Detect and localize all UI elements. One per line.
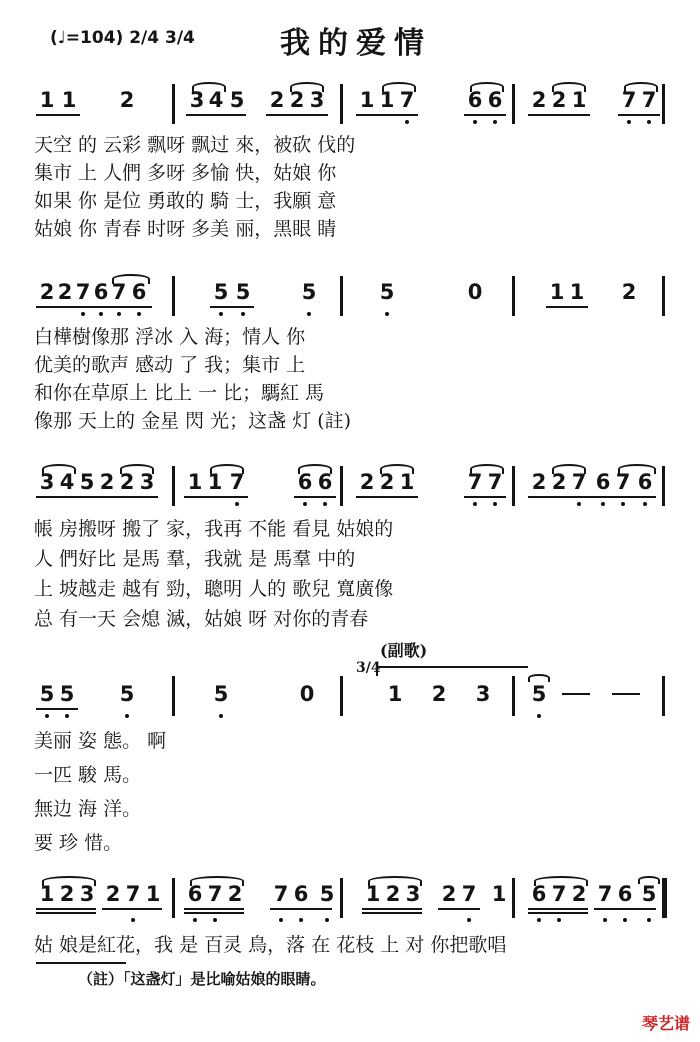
lower-octave-dot: [299, 918, 303, 922]
refrain-label: (副歌): [380, 641, 428, 660]
lower-octave-dot: [65, 714, 69, 718]
watermark-logo: 琴艺谱: [641, 1014, 690, 1033]
lyric-line-3: 和你在草原上 比上 一 比；騳紅 馬: [34, 382, 325, 404]
lower-octave-dot: [623, 918, 627, 922]
barline: [172, 676, 175, 716]
lyric-line-1: 美丽 姿 態。 啊: [34, 730, 167, 752]
refrain-bracket: [376, 666, 528, 676]
lower-octave-dot: [235, 502, 239, 506]
note: 1: [549, 280, 565, 304]
note: 6: [93, 280, 109, 304]
lyric-line-2: 集市 上 人們 多呀 多愉 快，姑娘 你: [34, 162, 337, 184]
note: 7: [467, 470, 483, 494]
lower-octave-dot: [493, 120, 497, 124]
barline: [662, 84, 665, 124]
beam: [36, 114, 80, 116]
lower-octave-dot: [213, 918, 217, 922]
lower-octave-dot: [99, 312, 103, 316]
note: 5: [379, 280, 395, 304]
note: 5: [235, 280, 251, 304]
lower-octave-dot: [493, 502, 497, 506]
beam: [210, 306, 254, 308]
note: 7: [111, 280, 127, 304]
lower-octave-dot: [601, 502, 605, 506]
lower-octave-dot: [643, 502, 647, 506]
note: 1: [387, 682, 403, 706]
dash: [562, 693, 590, 695]
note: 6: [487, 88, 503, 112]
note: 6: [637, 470, 653, 494]
beam: [266, 114, 328, 116]
note: 7: [641, 88, 657, 112]
beam: [356, 114, 418, 116]
note: 2: [105, 882, 121, 906]
note: 5: [213, 280, 229, 304]
note: 5: [229, 88, 245, 112]
note: 1: [39, 88, 55, 112]
note: 2: [441, 882, 457, 906]
note: 1: [569, 280, 585, 304]
note: 5: [319, 882, 335, 906]
note: 4: [59, 470, 75, 494]
note: 2: [531, 88, 547, 112]
note: 1: [399, 470, 415, 494]
note: 1: [379, 88, 395, 112]
note: 4: [208, 88, 224, 112]
note: 3: [139, 470, 155, 494]
slur: [210, 464, 244, 474]
note: 2: [39, 280, 55, 304]
slur: [552, 82, 586, 92]
note: 5: [213, 682, 229, 706]
barline: [512, 878, 515, 918]
note: 2: [379, 470, 395, 494]
slur: [534, 876, 588, 886]
note: 2: [59, 882, 75, 906]
lower-octave-dot: [279, 918, 283, 922]
note: 3: [475, 682, 491, 706]
lyric-line-1: 帳 房搬呀 搬了 家，我再 不能 看見 姑娘的: [34, 518, 394, 540]
slur: [42, 876, 96, 886]
note: 1: [207, 470, 223, 494]
note: 6: [531, 882, 547, 906]
beam: [36, 306, 152, 308]
note: 2: [289, 88, 305, 112]
note: 7: [207, 882, 223, 906]
note: 2: [359, 470, 375, 494]
slur: [382, 82, 416, 92]
note: 1: [571, 88, 587, 112]
note: 2: [431, 682, 447, 706]
barline: [340, 878, 343, 918]
barline: [512, 466, 515, 506]
lyric-line-4: 像那 天上的 金星 閃 光；这盏 灯 (註): [34, 410, 352, 432]
lower-octave-dot: [323, 502, 327, 506]
barline: [512, 276, 515, 316]
barline: [172, 466, 175, 506]
note: 7: [125, 882, 141, 906]
lyric-line-4: 要 珍 惜。: [34, 832, 123, 854]
lower-octave-dot: [537, 918, 541, 922]
beam: [528, 908, 588, 910]
beam: [362, 908, 422, 910]
note: 6: [467, 88, 483, 112]
slur: [42, 464, 76, 474]
beam: [36, 708, 78, 710]
lower-octave-dot: [557, 918, 561, 922]
slur: [192, 82, 226, 92]
beam: [36, 912, 96, 914]
lower-octave-dot: [45, 714, 49, 718]
note: 7: [461, 882, 477, 906]
note: 0: [467, 280, 483, 304]
lower-octave-dot: [577, 502, 581, 506]
note: 7: [229, 470, 245, 494]
note: 3: [405, 882, 421, 906]
note: 7: [615, 470, 631, 494]
lyric-line-2: 人 們好比 是馬 羣，我就 是 馬羣 中的: [34, 548, 356, 570]
note: 3: [309, 88, 325, 112]
note: 7: [487, 470, 503, 494]
slur: [470, 82, 504, 92]
slur: [298, 464, 332, 474]
lower-octave-dot: [473, 502, 477, 506]
beam: [594, 908, 656, 910]
barline: [340, 276, 343, 316]
note: 1: [491, 882, 507, 906]
note: 6: [187, 882, 203, 906]
note: 7: [621, 88, 637, 112]
note: 1: [61, 88, 77, 112]
barline: [340, 676, 343, 716]
note: 2: [531, 470, 547, 494]
note: 2: [227, 882, 243, 906]
note: 1: [39, 882, 55, 906]
lower-octave-dot: [117, 312, 121, 316]
beam: [356, 496, 418, 498]
dash: [612, 693, 640, 695]
beam: [464, 114, 506, 116]
barline: [340, 84, 343, 124]
lower-octave-dot: [219, 714, 223, 718]
beam: [36, 908, 96, 910]
lyric-line-3: 上 坡越走 越有 勁，聰明 人的 歌兒 寬廣像: [34, 578, 394, 600]
beam: [184, 496, 248, 498]
note: 7: [75, 280, 91, 304]
lyric-line-3: 無边 海 洋。: [34, 798, 142, 820]
note: 3: [189, 88, 205, 112]
lyric-line-3: 如果 你 是位 勇敢的 騎 士，我願 意: [34, 190, 337, 212]
barline: [662, 276, 665, 316]
lower-octave-dot: [473, 120, 477, 124]
beam: [184, 908, 244, 910]
lyric-line-4: 总 有一天 会熄 滅，姑娘 呀 对你的青春: [34, 608, 369, 630]
lower-octave-dot: [81, 312, 85, 316]
note: 1: [359, 88, 375, 112]
lower-octave-dot: [537, 714, 541, 718]
note: 6: [595, 470, 611, 494]
beam: [438, 908, 480, 910]
beam: [464, 496, 506, 498]
barline: [662, 878, 667, 918]
lyric-line-1: 白樺樹像那 浮冰 入 海；情人 你: [34, 326, 306, 348]
lower-octave-dot: [627, 120, 631, 124]
note: 1: [365, 882, 381, 906]
lower-octave-dot: [647, 918, 651, 922]
note: 3: [39, 470, 55, 494]
lower-octave-dot: [137, 312, 141, 316]
lower-octave-dot: [125, 714, 129, 718]
lower-octave-dot: [405, 120, 409, 124]
score-header: [40, 18, 680, 61]
note: 7: [551, 882, 567, 906]
note: 2: [551, 470, 567, 494]
note: 3: [79, 882, 95, 906]
note: 2: [269, 88, 285, 112]
beam: [528, 114, 590, 116]
slur: [470, 464, 504, 474]
slur: [380, 464, 414, 474]
footnote: （註）「这盏灯」是比喻姑娘的眼睛。: [78, 970, 326, 988]
beam: [36, 496, 158, 498]
fermata: [528, 674, 550, 682]
note: 1: [187, 470, 203, 494]
note: 5: [79, 470, 95, 494]
slur: [552, 464, 586, 474]
beam: [184, 912, 244, 914]
note: 6: [131, 280, 147, 304]
lower-octave-dot: [303, 502, 307, 506]
lower-octave-dot: [219, 312, 223, 316]
note: 0: [299, 682, 315, 706]
lower-octave-dot: [241, 312, 245, 316]
lower-octave-dot: [467, 918, 471, 922]
note: 5: [641, 882, 657, 906]
note: 2: [119, 470, 135, 494]
lyric-line-1: 姑 娘是紅花，我 是 百灵 鳥，落 在 花枝 上 对 你把歌唱: [34, 934, 507, 956]
lower-octave-dot: [603, 918, 607, 922]
barline: [512, 84, 515, 124]
lower-octave-dot: [131, 918, 135, 922]
barline: [662, 466, 665, 506]
time-signature-change: 3/4: [356, 660, 381, 676]
lower-octave-dot: [325, 918, 329, 922]
beam: [528, 496, 656, 498]
lyric-line-2: 优美的歌声 感动 了 我；集市 上: [34, 354, 306, 376]
beam: [270, 908, 332, 910]
note: 2: [621, 280, 637, 304]
lower-octave-dot: [385, 312, 389, 316]
beam: [546, 306, 588, 308]
note: 2: [57, 280, 73, 304]
beam: [528, 912, 588, 914]
lower-octave-dot: [647, 120, 651, 124]
note: 5: [39, 682, 55, 706]
footnote-rule: [36, 962, 126, 964]
note: 7: [597, 882, 613, 906]
lyric-line-1: 天空 的 云彩 飘呀 飘过 來，被砍 伐的: [34, 134, 356, 156]
note: 2: [571, 882, 587, 906]
note: 2: [551, 88, 567, 112]
lower-octave-dot: [193, 918, 197, 922]
beam: [102, 908, 162, 910]
page-title: 我的爱情: [280, 26, 432, 61]
slur: [368, 876, 422, 886]
fermata: [638, 876, 660, 884]
note: 6: [297, 470, 313, 494]
barline: [662, 676, 665, 716]
lower-octave-dot: [621, 502, 625, 506]
note: 6: [293, 882, 309, 906]
note: 1: [145, 882, 161, 906]
slur: [618, 464, 656, 474]
barline: [172, 276, 175, 316]
lyric-line-4: 姑娘 你 青春 时呀 多美 丽，黑眼 睛: [34, 218, 337, 240]
note: 6: [317, 470, 333, 494]
slur: [624, 82, 658, 92]
note: 5: [119, 682, 135, 706]
note: 6: [617, 882, 633, 906]
beam: [294, 496, 336, 498]
barline: [512, 676, 515, 716]
note: 2: [119, 88, 135, 112]
note: 2: [99, 470, 115, 494]
tempo-marking: (♩=104) 2/4 3/4: [50, 28, 195, 48]
beam: [186, 114, 246, 116]
slur: [112, 274, 150, 284]
lyric-line-2: 一匹 駿 馬。: [34, 764, 142, 786]
note: 5: [59, 682, 75, 706]
note: 5: [531, 682, 547, 706]
lower-octave-dot: [307, 312, 311, 316]
note: 7: [571, 470, 587, 494]
barline: [172, 878, 175, 918]
note: 7: [399, 88, 415, 112]
beam: [362, 912, 422, 914]
note: 2: [385, 882, 401, 906]
slur: [290, 82, 324, 92]
slur: [190, 876, 244, 886]
note: 5: [301, 280, 317, 304]
note: 7: [273, 882, 289, 906]
slur: [120, 464, 154, 474]
beam: [618, 114, 660, 116]
barline: [172, 84, 175, 124]
barline: [340, 466, 343, 506]
